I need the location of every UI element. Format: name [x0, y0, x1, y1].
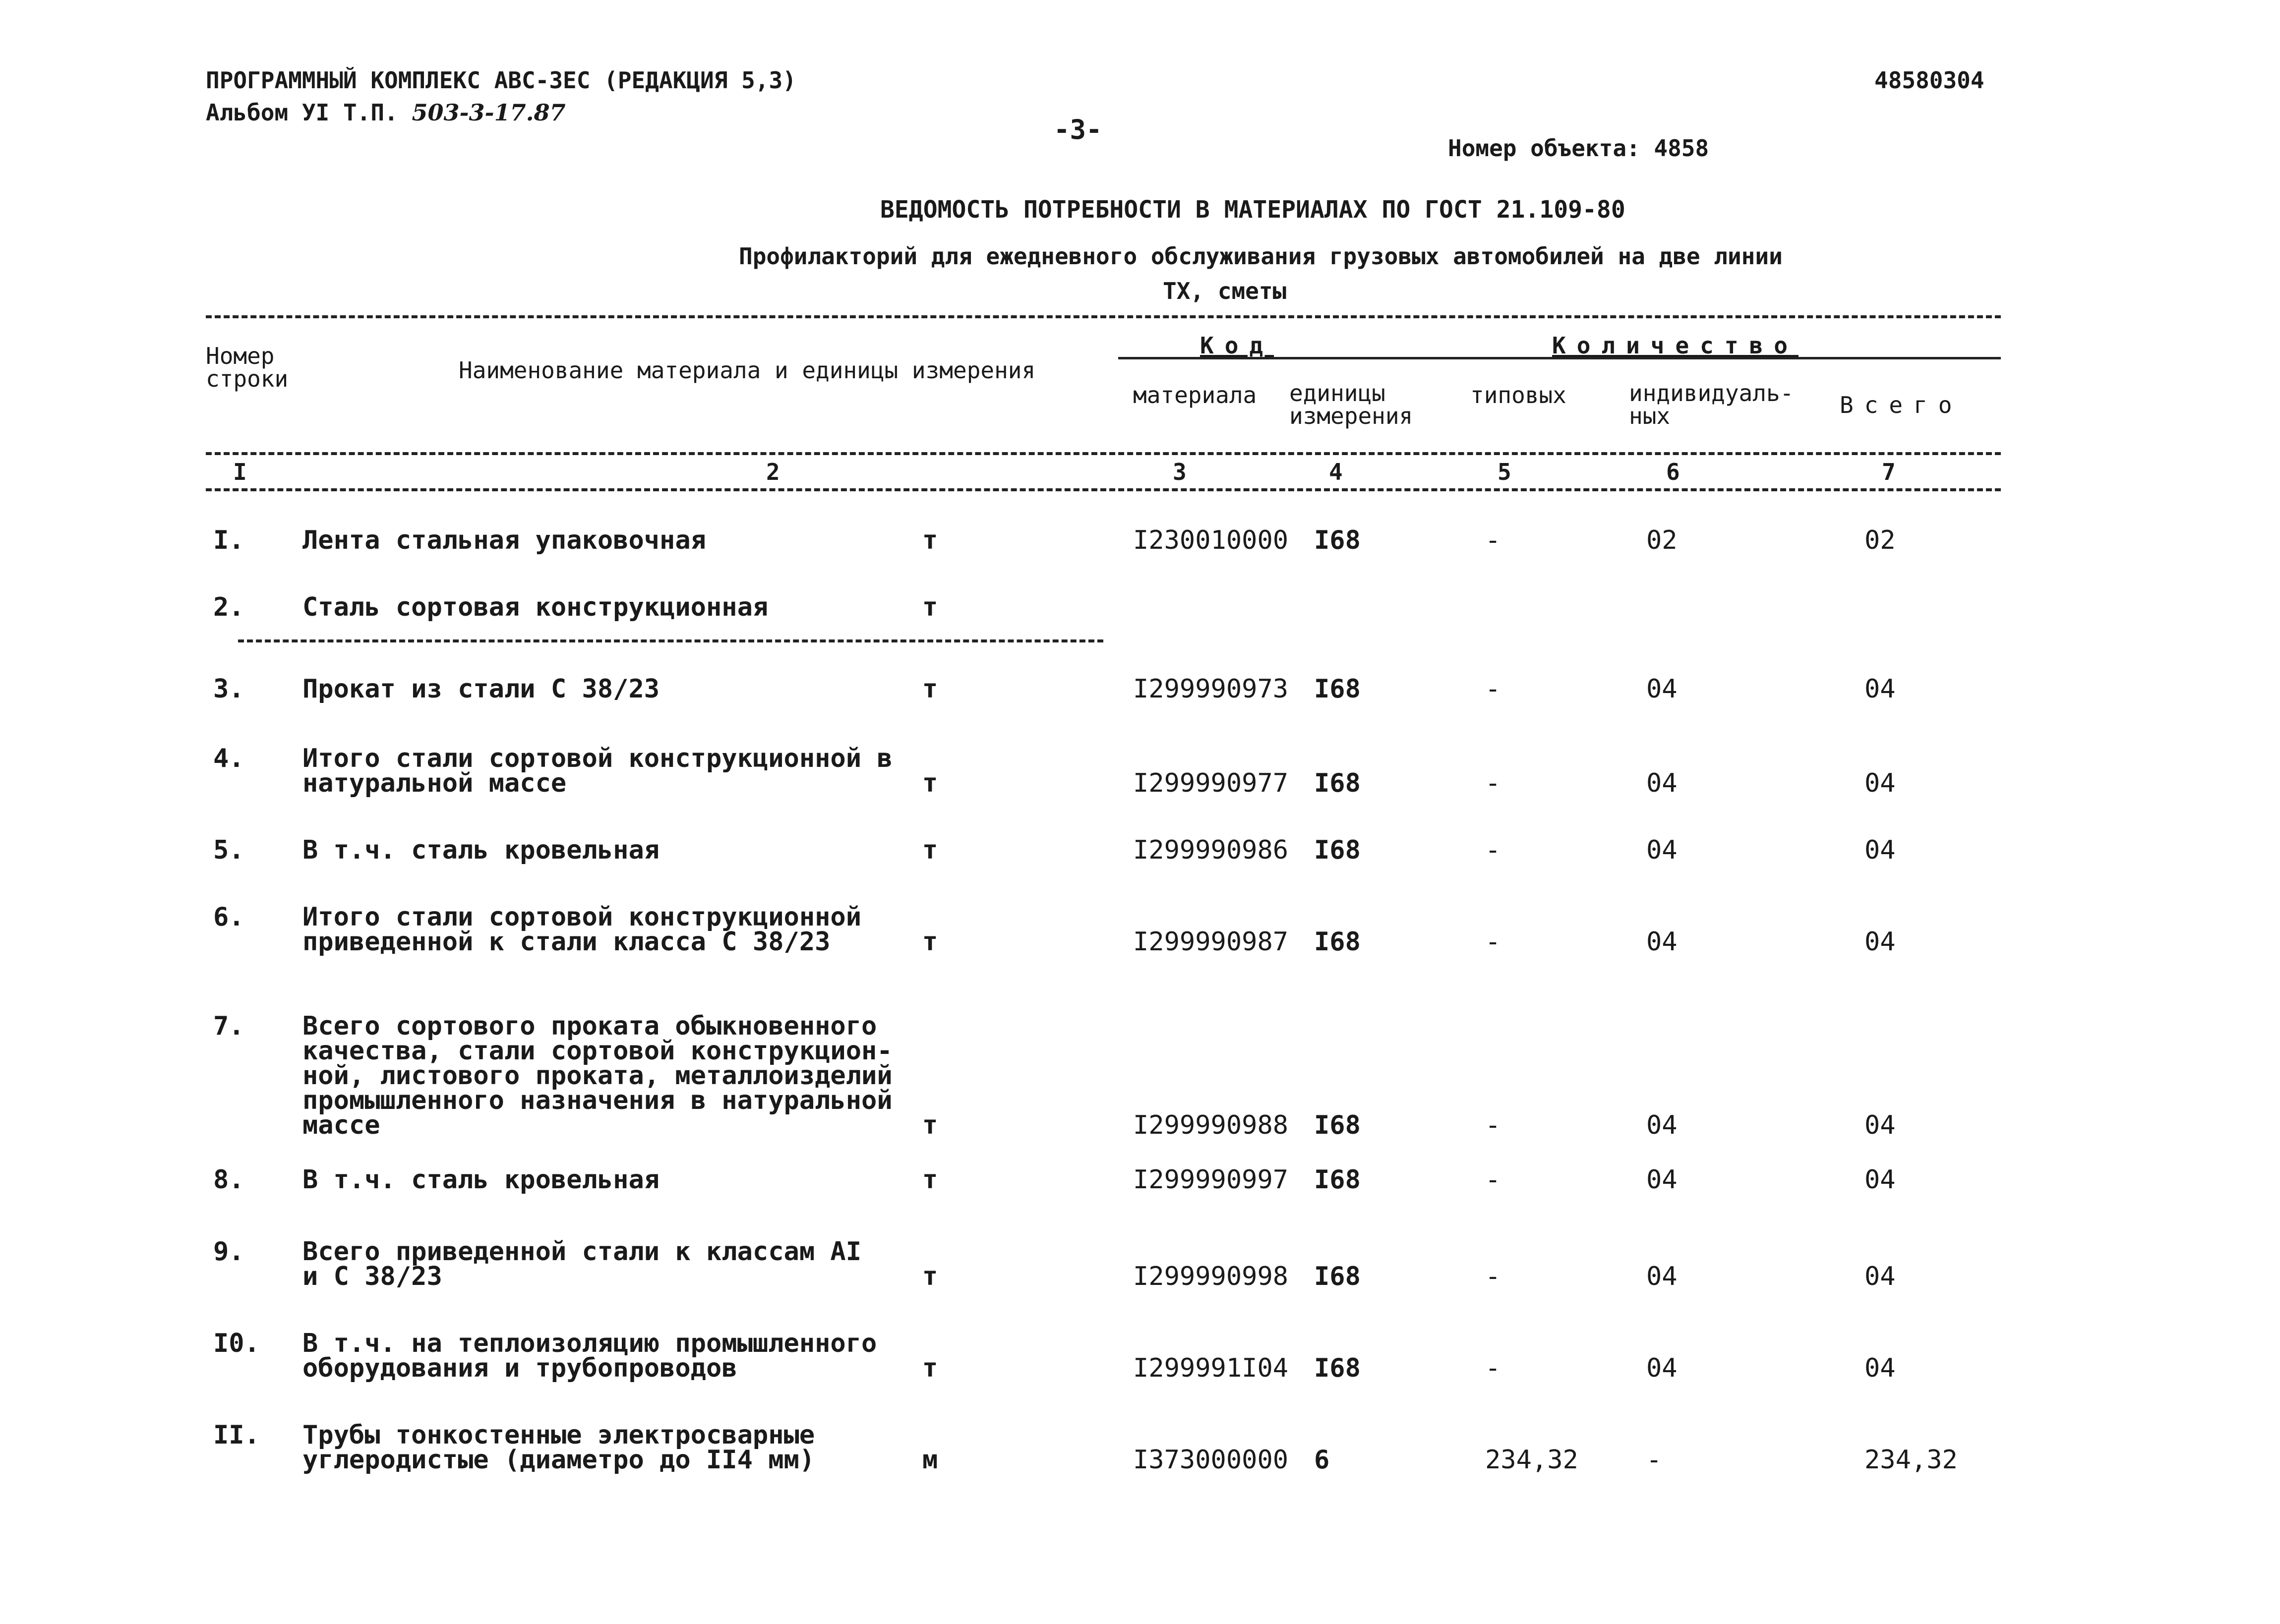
qty-typical: - — [1485, 674, 1501, 704]
album-handwritten: 503-3-17.87 — [412, 99, 566, 126]
material-name-line: Прокат из стали С 38/23 — [302, 674, 660, 704]
material-name-line: Трубы тонкостенные электросварные — [302, 1420, 815, 1450]
qty-typical: - — [1485, 768, 1501, 798]
material-code: I373000000 — [1133, 1445, 1289, 1475]
qty-individual: 04 — [1646, 835, 1678, 865]
row-number: 8. — [213, 1165, 244, 1195]
doc-code: 48580304 — [1874, 67, 1984, 94]
qty-total: 234,32 — [1864, 1445, 1958, 1475]
unit: м — [922, 1445, 938, 1475]
album-line — [206, 99, 566, 126]
unit: т — [922, 1353, 938, 1383]
unit-code: I68 — [1314, 525, 1361, 555]
qty-total: 04 — [1864, 674, 1896, 704]
qty-typical: - — [1485, 1262, 1501, 1291]
row-number: I. — [213, 525, 244, 555]
col-number-4: 4 — [1329, 459, 1343, 485]
unit: т — [922, 525, 938, 555]
unit-code: I68 — [1314, 1262, 1361, 1291]
material-name — [302, 746, 893, 796]
qty-individual: 04 — [1646, 674, 1678, 704]
col-header-name: Наименование материала и единицы измерения — [459, 357, 1036, 384]
col-group-code: Код — [1200, 332, 1274, 359]
col-group-quantity: Количество — [1552, 332, 1799, 359]
object-number: Номер объекта: 4858 — [1448, 135, 1709, 162]
material-code: I299990998 — [1133, 1262, 1289, 1291]
unit: т — [922, 674, 938, 704]
unit: т — [922, 1165, 938, 1195]
material-name — [302, 902, 862, 957]
qty-typical: 234,32 — [1485, 1445, 1578, 1475]
qty-individual: 04 — [1646, 1110, 1678, 1140]
unit: т — [922, 1262, 938, 1291]
col-number-6: 6 — [1666, 459, 1680, 485]
row-number: 9. — [213, 1237, 244, 1267]
qty-typical: - — [1485, 835, 1501, 865]
row-number: 6. — [213, 902, 244, 932]
table-top-rule — [206, 315, 2001, 318]
qty-total: 04 — [1864, 835, 1896, 865]
material-code: I299990973 — [1133, 674, 1289, 704]
qty-total: 04 — [1864, 927, 1896, 957]
row-number: I0. — [213, 1329, 260, 1358]
material-name-line: приведенной к стали класса С 38/23 — [302, 927, 831, 957]
row-number: 3. — [213, 674, 244, 704]
qty-individual: 04 — [1646, 1262, 1678, 1291]
page-title: ВЕДОМОСТЬ ПОТРЕБНОСТИ В МАТЕРИАЛАХ ПО ГОСТ 21.109-80 — [880, 196, 1625, 224]
row-number: 7. — [213, 1011, 244, 1041]
material-code: I299990987 — [1133, 927, 1289, 957]
album-label: Альбом УI Т.П. — [206, 99, 398, 126]
header-bottom-rule — [206, 452, 2001, 455]
material-code: I299990988 — [1133, 1110, 1289, 1140]
unit-code: I68 — [1314, 674, 1361, 704]
row-number: 2. — [213, 592, 244, 622]
row2-rule — [238, 639, 1103, 642]
material-code: I299990977 — [1133, 768, 1289, 798]
page-subtitle-1: Профилакторий для ежедневного обслуживания грузовых автомобилей на две линии — [739, 243, 1783, 270]
unit: т — [922, 1110, 938, 1140]
page-number: -3- — [1054, 114, 1102, 145]
unit-code: I68 — [1314, 927, 1361, 957]
material-name-line: углеродистые (диаметро до II4 мм) — [302, 1445, 815, 1475]
col-header-typical: типовых — [1470, 382, 1566, 408]
page-subtitle-2: ТХ, сметы — [1163, 278, 1287, 304]
material-name-line: оборудования и трубопроводов — [302, 1353, 737, 1383]
material-code: I299990986 — [1133, 835, 1289, 865]
col-number-1: I — [233, 459, 247, 485]
qty-total: 04 — [1864, 768, 1896, 798]
material-name — [302, 525, 706, 555]
qty-total: 04 — [1864, 1165, 1896, 1195]
col-number-3: 3 — [1173, 459, 1187, 485]
unit: т — [922, 835, 938, 865]
material-name — [302, 1165, 660, 1195]
qty-total: 02 — [1864, 525, 1896, 555]
qty-typical: - — [1485, 525, 1501, 555]
material-name-line: натуральной массе — [302, 768, 567, 798]
material-name-line: Итого стали сортовой конструкционной — [302, 902, 862, 932]
qty-individual: - — [1646, 1445, 1662, 1475]
colnum-bottom-rule — [206, 488, 2001, 491]
qty-typical: - — [1485, 927, 1501, 957]
qty-individual: 04 — [1646, 1353, 1678, 1383]
col-number-2: 2 — [766, 459, 780, 485]
unit-code: 6 — [1314, 1445, 1330, 1475]
col-header-total: Всего — [1840, 392, 1963, 418]
material-name — [302, 674, 660, 704]
unit-code: I68 — [1314, 1353, 1361, 1383]
material-code: I230010000 — [1133, 525, 1289, 555]
col-header-unit: единицы измерения — [1289, 380, 1413, 429]
unit-code: I68 — [1314, 1165, 1361, 1195]
qty-total: 04 — [1864, 1353, 1896, 1383]
material-name — [302, 592, 769, 622]
material-code: I299990997 — [1133, 1165, 1289, 1195]
unit-code: I68 — [1314, 768, 1361, 798]
material-name-line: и С 38/23 — [302, 1262, 442, 1291]
material-name-line: В т.ч. на теплоизоляцию промышленного — [302, 1329, 877, 1358]
col-header-material: материала — [1133, 382, 1257, 408]
qty-typical: - — [1485, 1353, 1501, 1383]
qty-individual: 04 — [1646, 1165, 1678, 1195]
qty-typical: - — [1485, 1110, 1501, 1140]
row-number: 4. — [213, 744, 244, 773]
material-name-line: Итого стали сортовой конструкционной в — [302, 744, 893, 773]
material-name — [302, 835, 660, 865]
material-name-line: ной, листового проката, металлоизделий — [302, 1061, 893, 1091]
material-name-line: Сталь сортовая конструкционная — [302, 592, 769, 622]
material-name-line: качества, стали сортовой конструкцион- — [302, 1036, 893, 1066]
material-name — [302, 1239, 861, 1289]
unit: т — [922, 592, 938, 622]
material-name-line: массе — [302, 1110, 380, 1140]
qty-total: 04 — [1864, 1262, 1896, 1291]
col-header-individual: индивидуаль- ных — [1629, 380, 1794, 429]
col-number-7: 7 — [1882, 459, 1896, 485]
unit-code: I68 — [1314, 1110, 1361, 1140]
program-line: ПРОГРАММНЫЙ КОМПЛЕКС АВС-ЗЕС (РЕДАКЦИЯ 5,3) — [206, 67, 796, 94]
qty-typical: - — [1485, 1165, 1501, 1195]
unit: т — [922, 927, 938, 957]
material-name-line: В т.ч. сталь кровельная — [302, 835, 660, 865]
unit: т — [922, 768, 938, 798]
material-code: I299991I04 — [1133, 1353, 1289, 1383]
row-number: II. — [213, 1420, 260, 1450]
material-name-line: В т.ч. сталь кровельная — [302, 1165, 660, 1195]
material-name — [302, 1011, 893, 1140]
qty-total: 04 — [1864, 1110, 1896, 1140]
col-header-row-no: Номер строки — [206, 343, 289, 392]
material-name-line: Лента стальная упаковочная — [302, 525, 706, 555]
material-name-line: Всего сортового проката обыкновенного — [302, 1011, 877, 1041]
qty-individual: 04 — [1646, 927, 1678, 957]
qty-individual: 02 — [1646, 525, 1678, 555]
material-name — [302, 1331, 877, 1381]
row-number: 5. — [213, 835, 244, 865]
material-name — [302, 1420, 815, 1475]
material-name-line: Всего приведенной стали к классам АI — [302, 1237, 862, 1267]
material-name-line: промышленного назначения в натуральной — [302, 1086, 893, 1115]
col-number-5: 5 — [1498, 459, 1511, 485]
unit-code: I68 — [1314, 835, 1361, 865]
qty-individual: 04 — [1646, 768, 1678, 798]
